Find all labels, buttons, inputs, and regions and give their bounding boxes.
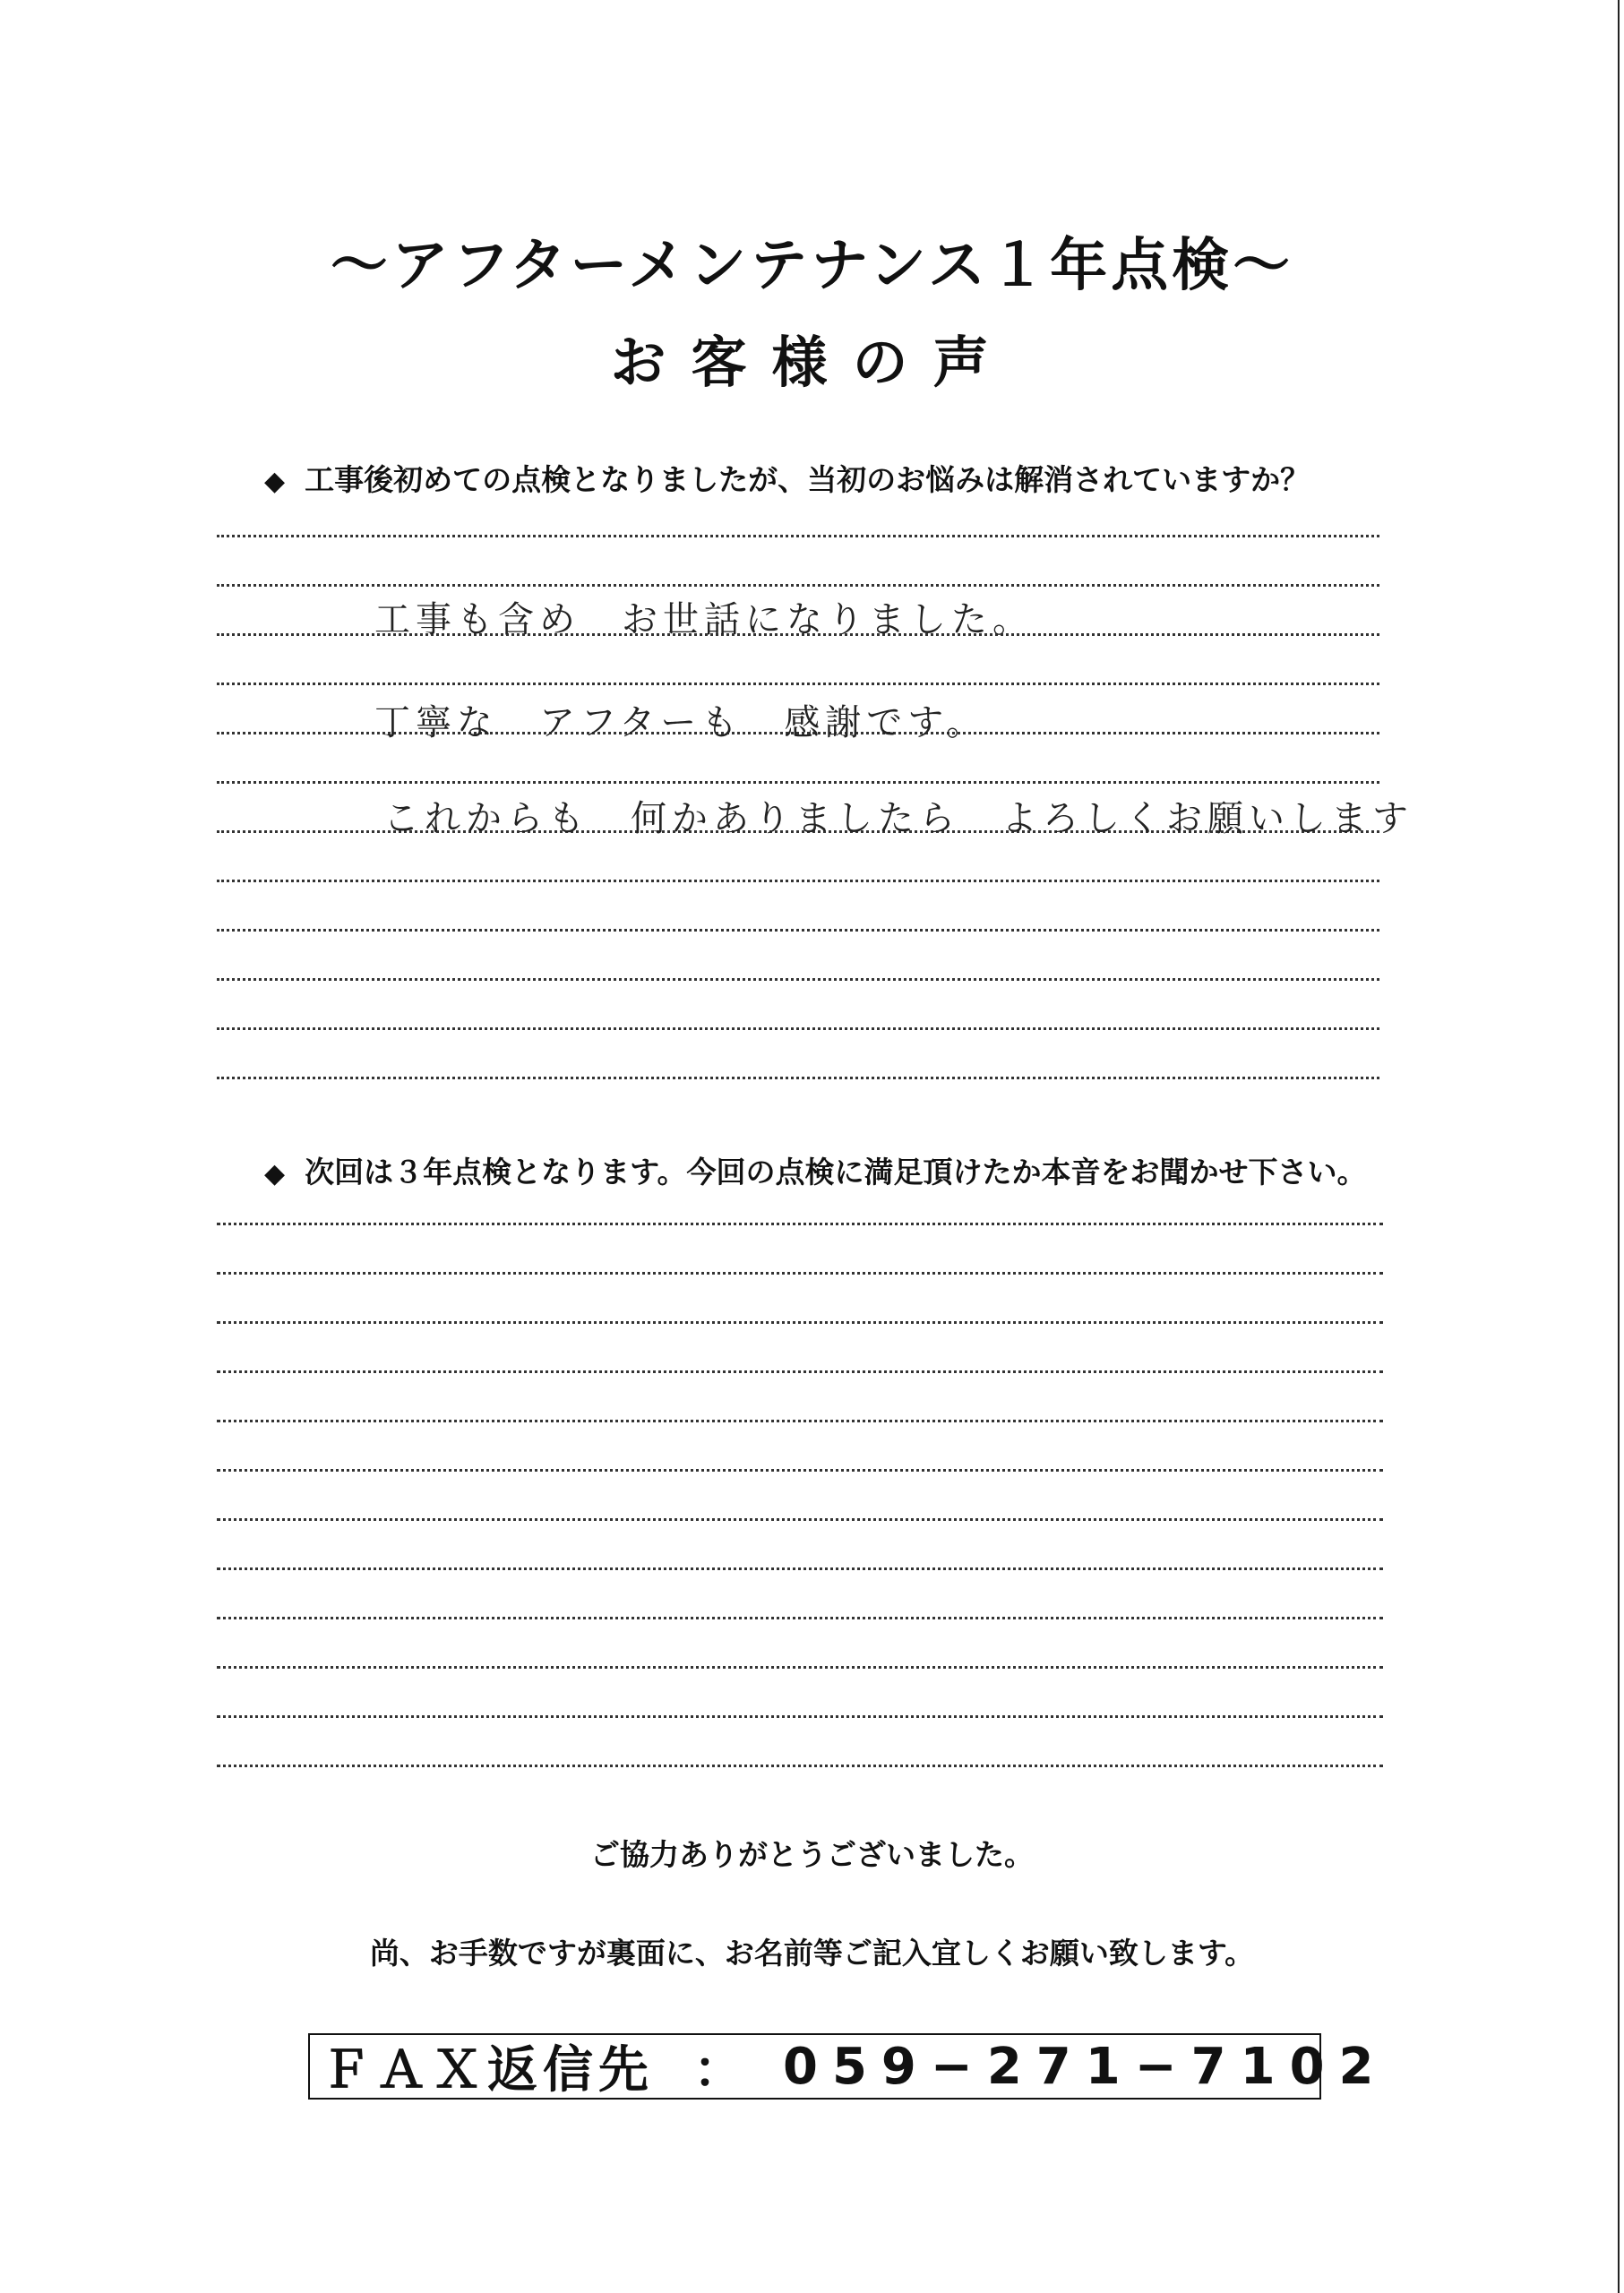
ruled-line — [217, 880, 1379, 882]
ruled-line — [217, 1370, 1383, 1373]
handwritten-answer-line-2: 丁寧な アフターも 感謝です。 — [374, 702, 987, 743]
ruled-line — [217, 1765, 1383, 1767]
ruled-line — [217, 978, 1379, 981]
question-1 — [264, 457, 1310, 499]
ruled-line — [217, 1272, 1383, 1275]
ruled-line — [217, 1420, 1383, 1422]
name-request-note: 尚、お手数ですが裏面に、お名前等ご記入宜しくお願い致します。 — [369, 1936, 1255, 1971]
thanks-message: ご協力ありがとうございました。 — [590, 1837, 1034, 1872]
ruled-line — [217, 1617, 1383, 1619]
fax-number: 059−271−7102 — [783, 2037, 1388, 2096]
question-2 — [264, 1149, 1366, 1191]
ruled-line — [217, 1518, 1383, 1521]
page-title: 〜アフターメンテナンス１年点検〜 — [330, 233, 1294, 299]
ruled-line — [217, 1223, 1383, 1225]
handwritten-answer-line-3: これからも 何かありましたら よろしくお願いします — [383, 798, 1413, 839]
ruled-line — [217, 1077, 1379, 1079]
ruled-line — [217, 1715, 1383, 1718]
diamond-bullet-icon: ◆ — [264, 466, 286, 497]
ruled-line — [217, 1567, 1383, 1570]
handwritten-answer-line-1: 工事も含め お世話になりました。 — [374, 599, 1034, 640]
ruled-line — [217, 1027, 1379, 1030]
ruled-line — [217, 781, 1379, 784]
question-2-text: 次回は３年点検となります。今回の点検に満足頂けたか本音をお聞かせ下さい。 — [305, 1155, 1367, 1189]
ruled-line — [217, 683, 1379, 685]
diamond-bullet-icon: ◆ — [264, 1158, 286, 1189]
fax-label: ＦＡＸ返信先 — [321, 2041, 654, 2100]
ruled-line — [217, 535, 1379, 537]
fax-separator: ： — [693, 2041, 743, 2100]
ruled-line — [217, 1321, 1383, 1324]
ruled-line — [217, 584, 1379, 587]
question-1-text: 工事後初めての点検となりましたが、当初のお悩みは解消されていますか？ — [305, 462, 1310, 497]
page-subtitle: お客様の声 — [610, 330, 1014, 395]
fax-reply-box — [308, 2033, 1388, 2100]
ruled-line — [217, 1666, 1383, 1669]
ruled-line — [217, 1469, 1383, 1472]
ruled-line — [217, 929, 1379, 932]
